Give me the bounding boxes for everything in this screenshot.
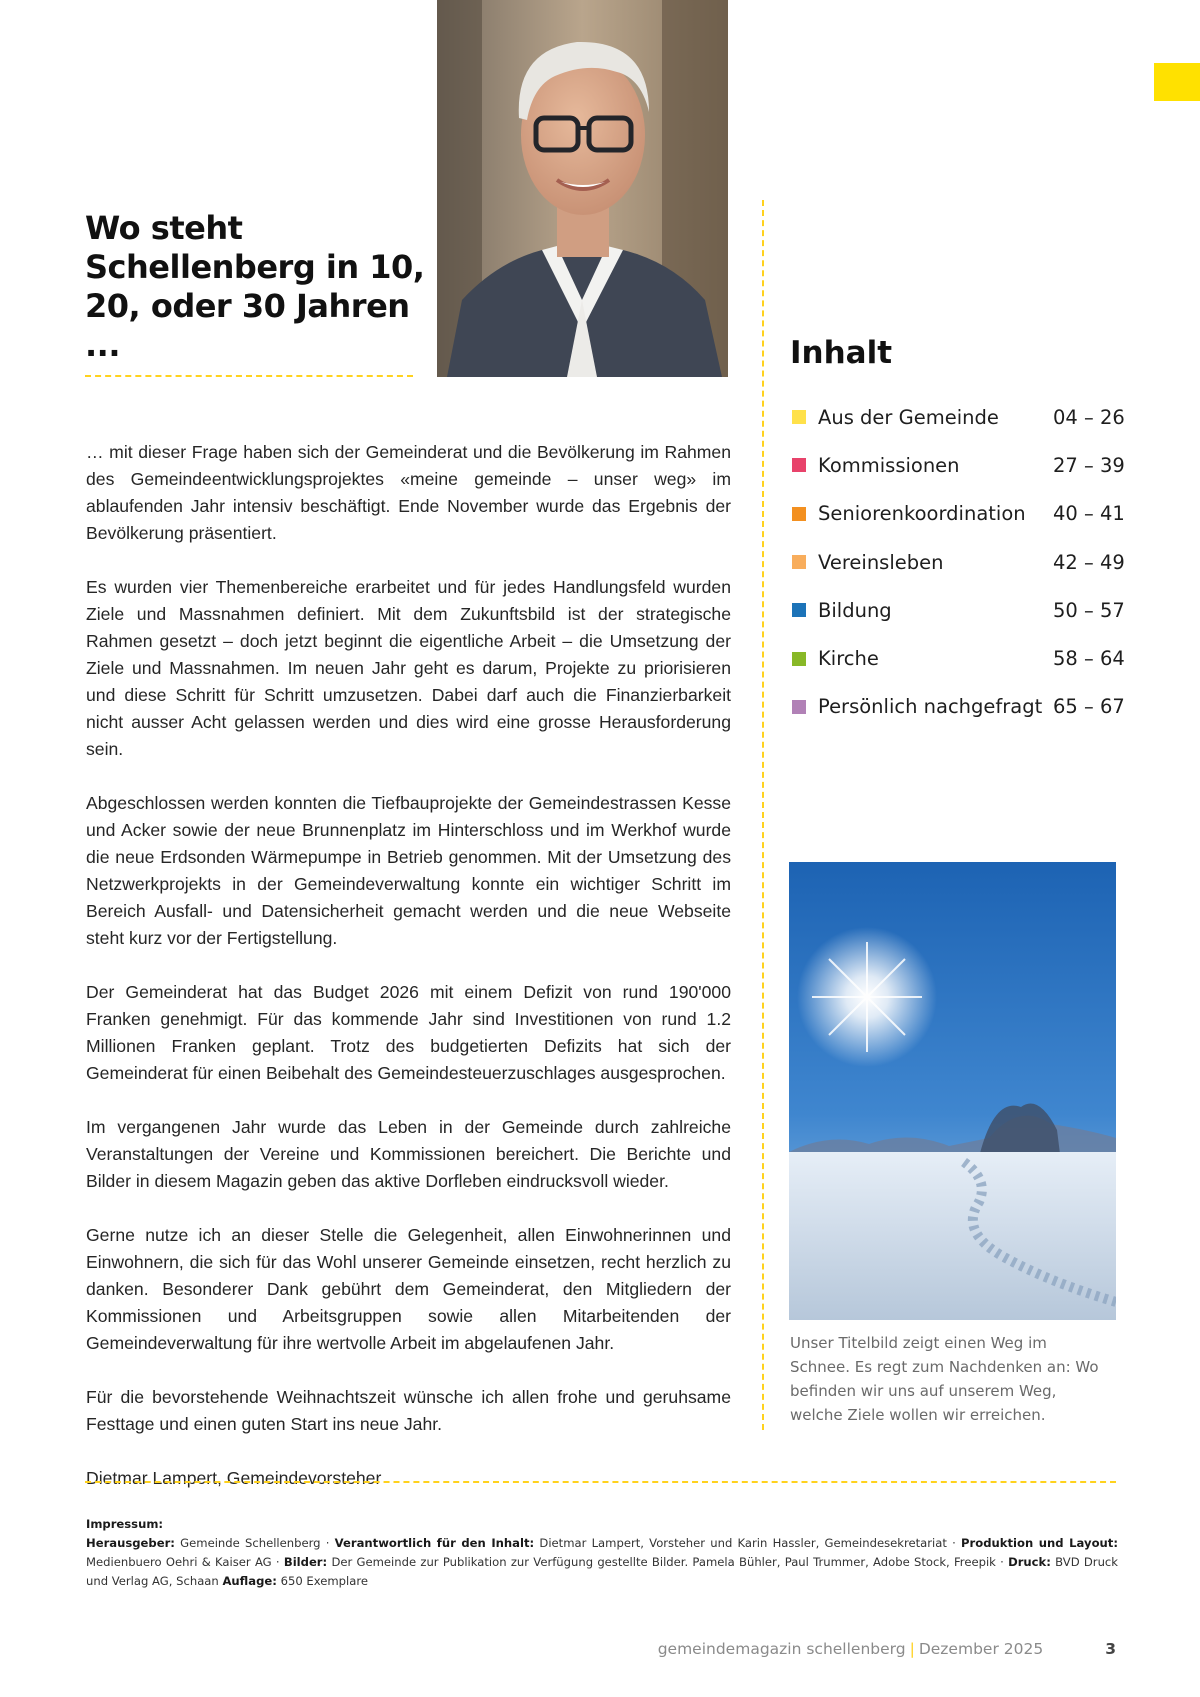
table-of-contents [792, 393, 1125, 731]
page-title [85, 209, 425, 365]
section-color-square [792, 603, 806, 617]
portrait-photo [437, 0, 728, 377]
column-divider [762, 200, 764, 1430]
issue-date: Dezember 2025 [918, 1640, 1044, 1658]
title-line-3: 20, oder 30 Jahren ... [85, 287, 410, 364]
section-color-square [792, 652, 806, 666]
editorial-text [86, 439, 731, 1519]
paragraph: Der Gemeinderat hat das Budget 2026 mit einem Defizit von rund 190'000 Franken genehmigt. Für das kommende Jahr sind Investitionen von rund 1.2 Millionen Franken geplant. Trotz des budgetierten Defizits hat sich der Gemeinderat für einen Beibehalt des Gemeindesteuerzuschlages ausgesprochen. [86, 982, 731, 1083]
toc-pages: 40 – 41 [1053, 502, 1125, 526]
imprint-label: Herausgeber: [86, 1536, 175, 1550]
toc-pages: 04 – 26 [1053, 405, 1125, 429]
cover-photo-snow-path [789, 862, 1116, 1320]
imprint-value: 650 Exemplare [280, 1574, 368, 1588]
corner-color-tab [1154, 63, 1200, 101]
toc-item[interactable] [792, 441, 1125, 489]
toc-item[interactable] [792, 393, 1125, 441]
imprint-label: Auflage: [222, 1574, 277, 1588]
toc-label: Kommissionen [818, 453, 960, 477]
toc-label: Bildung [818, 598, 892, 622]
imprint-value: Medienbuero Oehri & Kaiser AG · [86, 1555, 284, 1569]
paragraph: Abgeschlossen werden konnten die Tiefbauprojekte der Gemeindestrassen Kesse und Acker sowie der neue Brunnenplatz im Hinterschloss und im Werkhof wurde die neue Erdsonden Wärmepumpe in Betrieb genommen. Mit der Umsetzung des Netzwerkprojekts in der Gemeindeverwaltung konnte ein wichtiger Schritt im Bereich Ausfall- und Datensicherheit gemacht werden und die neue Webseite steht kurz vor der Fertigstellung. [86, 793, 731, 948]
section-color-square [792, 507, 806, 521]
toc-label: Kirche [818, 647, 879, 671]
section-color-square [792, 555, 806, 569]
toc-label: Persönlich nachgefragt [818, 695, 1043, 719]
paragraph: Es wurden vier Themenbereiche erarbeitet und für jedes Handlungsfeld wurden Ziele und Massnahmen definiert. Mit dem Zukunftsbild ist der strategische Rahmen gesetzt – doch jetzt beginnt die eigentliche Arbeit – die Umsetzung der Ziele und Massnahmen. Im neuen Jahr geht es darum, Projekte zu priorisieren und diese Schritt für Schritt umzusetzen. Dabei darf auch die Finanzierbarkeit nicht ausser Acht gelassen werden und dies wird eine grosse Herausforderung sein. [86, 577, 731, 759]
toc-item[interactable] [792, 634, 1125, 682]
toc-pages: 42 – 49 [1053, 550, 1125, 574]
imprint-heading: Impressum: [86, 1517, 164, 1531]
publication-name: gemeindemagazin schellenberg [657, 1640, 906, 1658]
footer-divider [85, 1481, 1116, 1483]
toc-item[interactable] [792, 490, 1125, 538]
toc-label: Seniorenkoordination [818, 502, 1026, 526]
headline-divider [85, 375, 413, 377]
toc-item[interactable] [792, 683, 1125, 731]
title-line-2: Schellenberg in 10, [85, 248, 425, 286]
section-color-square [792, 458, 806, 472]
paragraph: Gerne nutze ich an dieser Stelle die Gelegenheit, allen Einwohnerinnen und Einwohnern, die sich für das Wohl unserer Gemeinde einsetzen, recht herzlich zu danken. Besonderer Dank gebührt dem Gemeinderat, den Mitgliedern der Kommissionen und Arbeitsgruppen sowie allen Mitarbeitenden der Gemeindeverwaltung für ihre wertvolle Arbeit im abgelaufenen Jahr. [86, 1225, 731, 1353]
imprint-label: Produktion und Layout: [961, 1536, 1118, 1550]
imprint-value: Der Gemeinde zur Publikation zur Verfügung gestellte Bilder. Pamela Bühler, Paul Trummer, Adobe Stock, Freepik · [331, 1555, 1009, 1569]
imprint-label: Verantwortlich für den Inhalt: [334, 1536, 535, 1550]
imprint-value: Dietmar Lampert, Vorsteher und Karin Hassler, Gemeindesekretariat · [539, 1536, 962, 1550]
paragraph: Für die bevorstehende Weihnachtszeit wünsche ich allen frohe und geruhsame Festtage und einen guten Start ins neue Jahr. [86, 1387, 731, 1434]
title-line-1: Wo steht [85, 209, 243, 247]
imprint [86, 1515, 1118, 1591]
toc-pages: 58 – 64 [1053, 647, 1125, 671]
imprint-label: Druck: [1008, 1555, 1051, 1569]
toc-item[interactable] [792, 538, 1125, 586]
imprint-value: Gemeinde Schellenberg · [180, 1536, 335, 1550]
imprint-value: BVD Druck und Verlag AG, Schaan [86, 1555, 1119, 1588]
section-color-square [792, 410, 806, 424]
toc-item[interactable] [792, 586, 1125, 634]
signature: Dietmar Lampert, Gemeindevorsteher [86, 1468, 382, 1488]
paragraph: Im vergangenen Jahr wurde das Leben in der Gemeinde durch zahlreiche Veranstaltungen der Vereine und Kommissionen bereichert. Die Berichte und Bilder in diesem Magazin geben das aktive Dorfleben eindrucksvoll wieder. [86, 1117, 731, 1191]
page-number: 3 [1105, 1640, 1116, 1658]
footer-separator: | [909, 1640, 915, 1658]
toc-title: Inhalt [790, 335, 893, 371]
toc-label: Vereinsleben [818, 550, 944, 574]
section-color-square [792, 700, 806, 714]
paragraph: … mit dieser Frage haben sich der Gemeinderat und die Bevölkerung im Rahmen des Gemeindeentwicklungsprojektes «meine gemeinde – unser weg» im ablaufenden Jahr intensiv beschäftigt. Ende November wurde das Ergebnis der Bevölkerung präsentiert. [86, 442, 731, 543]
cover-caption: Unser Titelbild zeigt einen Weg im Schnee. Es regt zum Nachdenken an: Wo befinden wir uns auf unserem Weg, welche Ziele wollen wir erreichen. [790, 1334, 1099, 1424]
toc-pages: 27 – 39 [1053, 453, 1125, 477]
toc-pages: 50 – 57 [1053, 598, 1125, 622]
toc-label: Aus der Gemeinde [818, 405, 999, 429]
toc-pages: 65 – 67 [1053, 695, 1125, 719]
imprint-label: Bilder: [283, 1555, 328, 1569]
page-footer [640, 1640, 1116, 1658]
